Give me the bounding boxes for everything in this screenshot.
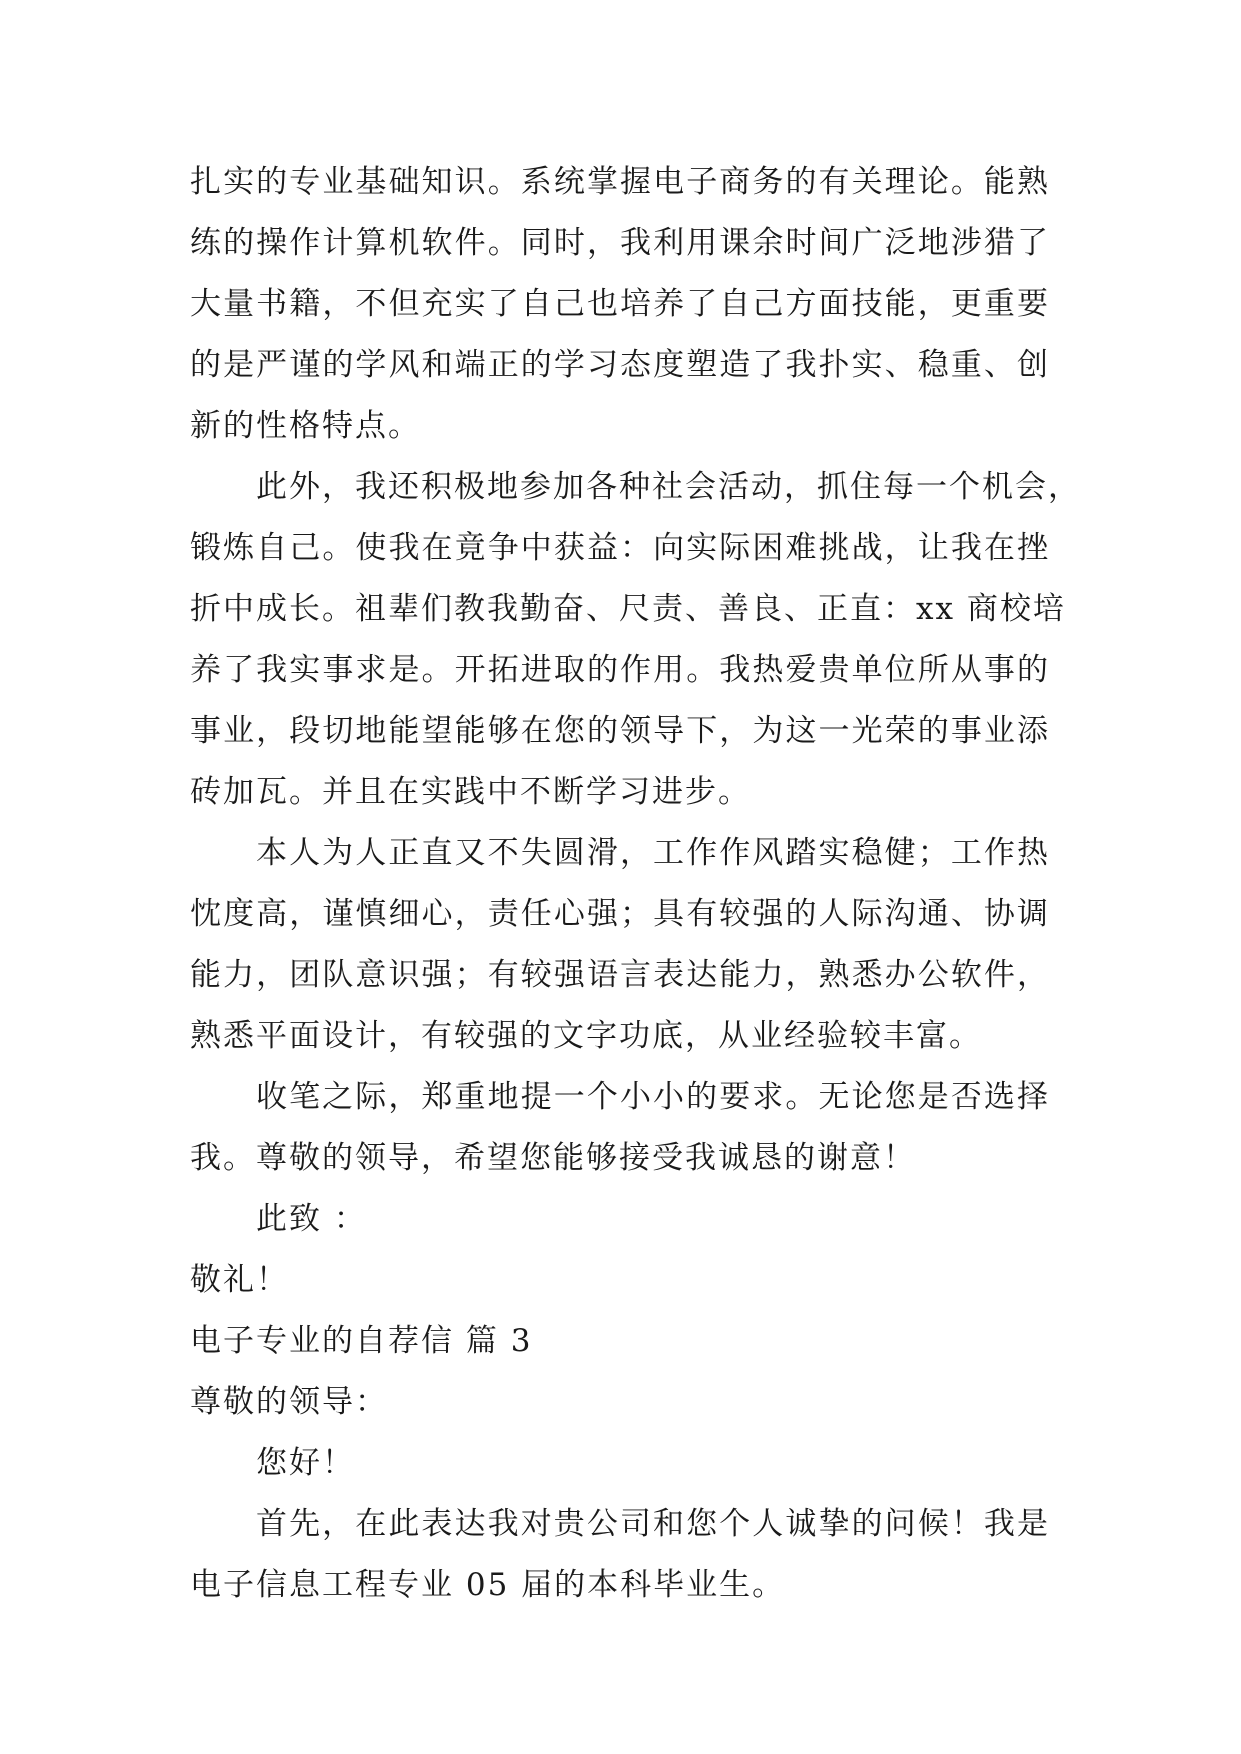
- text-line: 能力，团队意识强；有较强语言表达能力，熟悉办公软件，: [190, 957, 1050, 993]
- text-line: 砖加瓦。并且在实践中不断学习进步。: [190, 774, 751, 810]
- paragraph-3: [190, 823, 1050, 1067]
- text-line: 此外，我还积极地参加各种社会活动，抓住每一个机会，: [256, 469, 1081, 505]
- text-line: 练的操作计算机软件。同时，我利用课余时间广泛地涉猎了: [190, 225, 1050, 261]
- closing-cizhi: 此致 ：: [256, 1201, 367, 1237]
- salutation: 尊敬的领导：: [190, 1384, 388, 1420]
- text-line: 电子信息工程专业 05 届的本科毕业生。: [190, 1567, 786, 1603]
- paragraph-1: [190, 152, 1050, 457]
- text-line: 锻炼自己。使我在竟争中获益：向实际困难挑战，让我在挫: [190, 530, 1050, 566]
- text-line: 养了我实事求是。开拓进取的作用。我热爱贵单位所从事的: [190, 652, 1050, 688]
- letter-body: [190, 152, 1081, 1616]
- text-line: 首先，在此表达我对贵公司和您个人诚挚的问候！我是: [256, 1506, 1050, 1542]
- text-line: 忱度高，谨慎细心，责任心强；具有较强的人际沟通、协调: [190, 896, 1050, 932]
- text-line: 事业，段切地能望能够在您的领导下，为这一光荣的事业添: [190, 713, 1050, 749]
- text-line: 我。尊敬的领导，希望您能够接受我诚恳的谢意！: [190, 1140, 916, 1176]
- text-line: 大量书籍，不但充实了自己也培养了自己方面技能，更重要: [190, 286, 1050, 322]
- paragraph-final: [190, 1494, 1050, 1616]
- text-line: 扎实的专业基础知识。系统掌握电子商务的有关理论。能熟: [190, 164, 1050, 200]
- greeting: 您好！: [256, 1445, 355, 1481]
- paragraph-2: [190, 457, 1081, 823]
- text-line: 收笔之际，郑重地提一个小小的要求。无论您是否选择: [256, 1079, 1050, 1115]
- text-line: 新的性格特点。: [190, 408, 421, 444]
- section-title: 电子专业的自荐信 篇 3: [190, 1323, 533, 1359]
- text-line: 折中成长。祖辈们教我勤奋、尺责、善良、正直：xx 商校培: [190, 591, 1066, 627]
- text-line: 本人为人正直又不失圆滑，工作作风踏实稳健；工作热: [256, 835, 1050, 871]
- paragraph-4: [190, 1067, 1050, 1189]
- text-line: 熟悉平面设计，有较强的文字功底，从业经验较丰富。: [190, 1018, 982, 1054]
- closing-jingli: 敬礼！: [190, 1262, 289, 1298]
- text-line: 的是严谨的学风和端正的学习态度塑造了我扑实、稳重、创: [190, 347, 1050, 383]
